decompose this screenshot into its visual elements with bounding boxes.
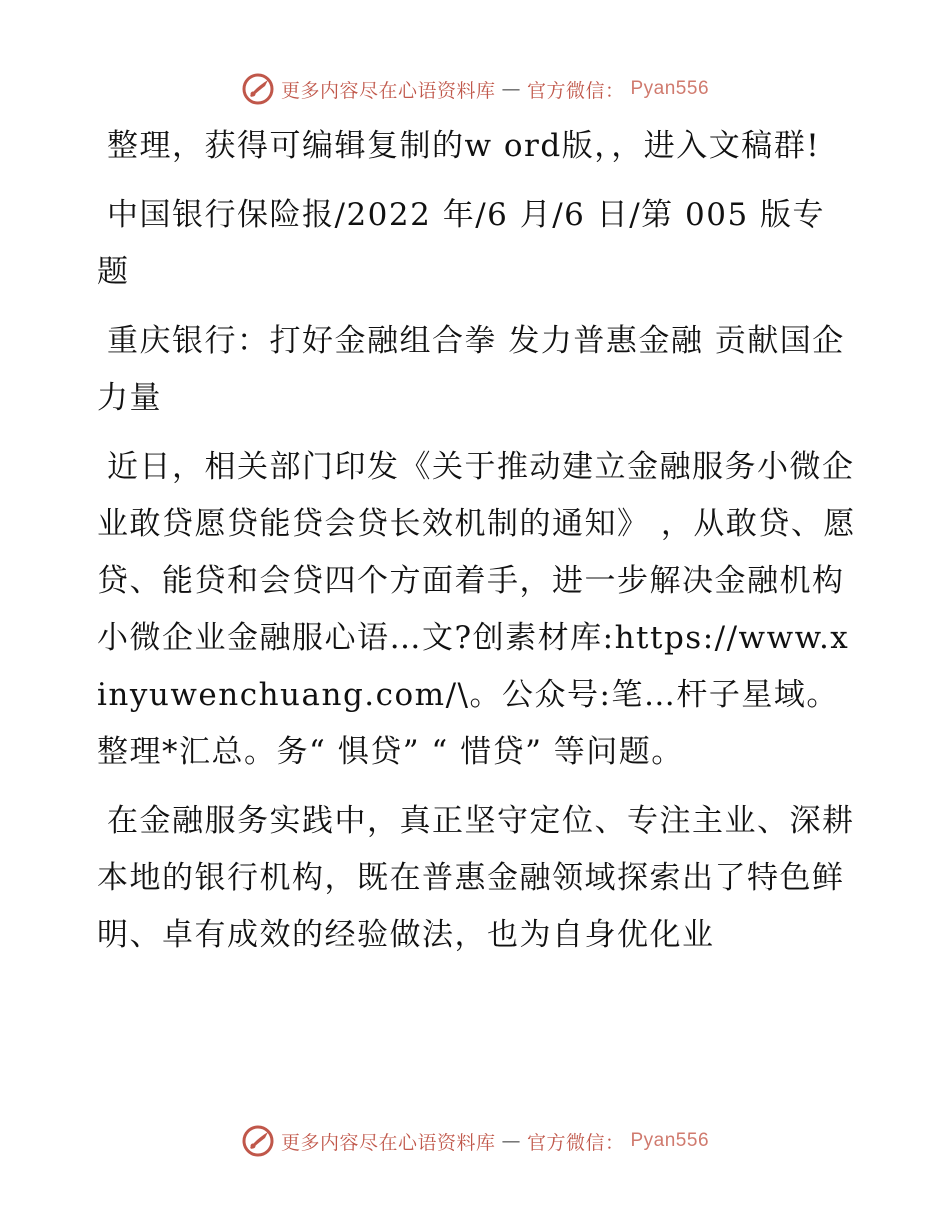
watermark-separator: — [501, 78, 521, 100]
watermark-id: Pyan556 [630, 1130, 710, 1151]
paragraph-body-2: 在金融服务实践中，真正坚守定位、专注主业、深耕本地的银行机构，既在普惠金融领域探索出了特色鲜明、卓有成效的经验做法，也为自身优化业 [97, 803, 855, 953]
header-watermark [0, 72, 950, 106]
document-body [97, 118, 857, 976]
paragraph-headline: 重庆银行：打好金融组合拳 发力普惠金融 贡献国企力量 [97, 323, 845, 416]
watermark-label: 官方微信： [526, 1131, 625, 1154]
brush-logo-icon [241, 72, 275, 106]
watermark-id: Pyan556 [630, 78, 710, 99]
brush-logo-icon [241, 1124, 275, 1158]
watermark-text: 更多内容尽在心语资料库 [280, 79, 496, 102]
paragraph-notice: 整理，获得可编辑复制的w ord版，，进入文稿群! [107, 128, 821, 164]
paragraph-source: 中国银行保险报/2022 年/6 月/6 日/第 005 版专题 [97, 197, 826, 290]
watermark-label: 官方微信： [526, 79, 625, 102]
watermark-text: 更多内容尽在心语资料库 [280, 1131, 496, 1154]
paragraph-body-1: 近日，相关部门印发《关于推动建立金融服务小微企业敢贷愿贷能贷会贷长效机制的通知》 ，从敢贷、愿贷、能贷和会贷四个方面着手，进一步解决金融机构小微企业金融服心语…文?创素材库:https://www.xinyuwenchuang.com/\。公众号:笔…杆子星域。整理*汇总。务“ 惧贷” “ 惜贷” 等问题。 [97, 449, 856, 770]
footer-watermark [0, 1124, 950, 1158]
watermark-separator: — [501, 1130, 521, 1152]
